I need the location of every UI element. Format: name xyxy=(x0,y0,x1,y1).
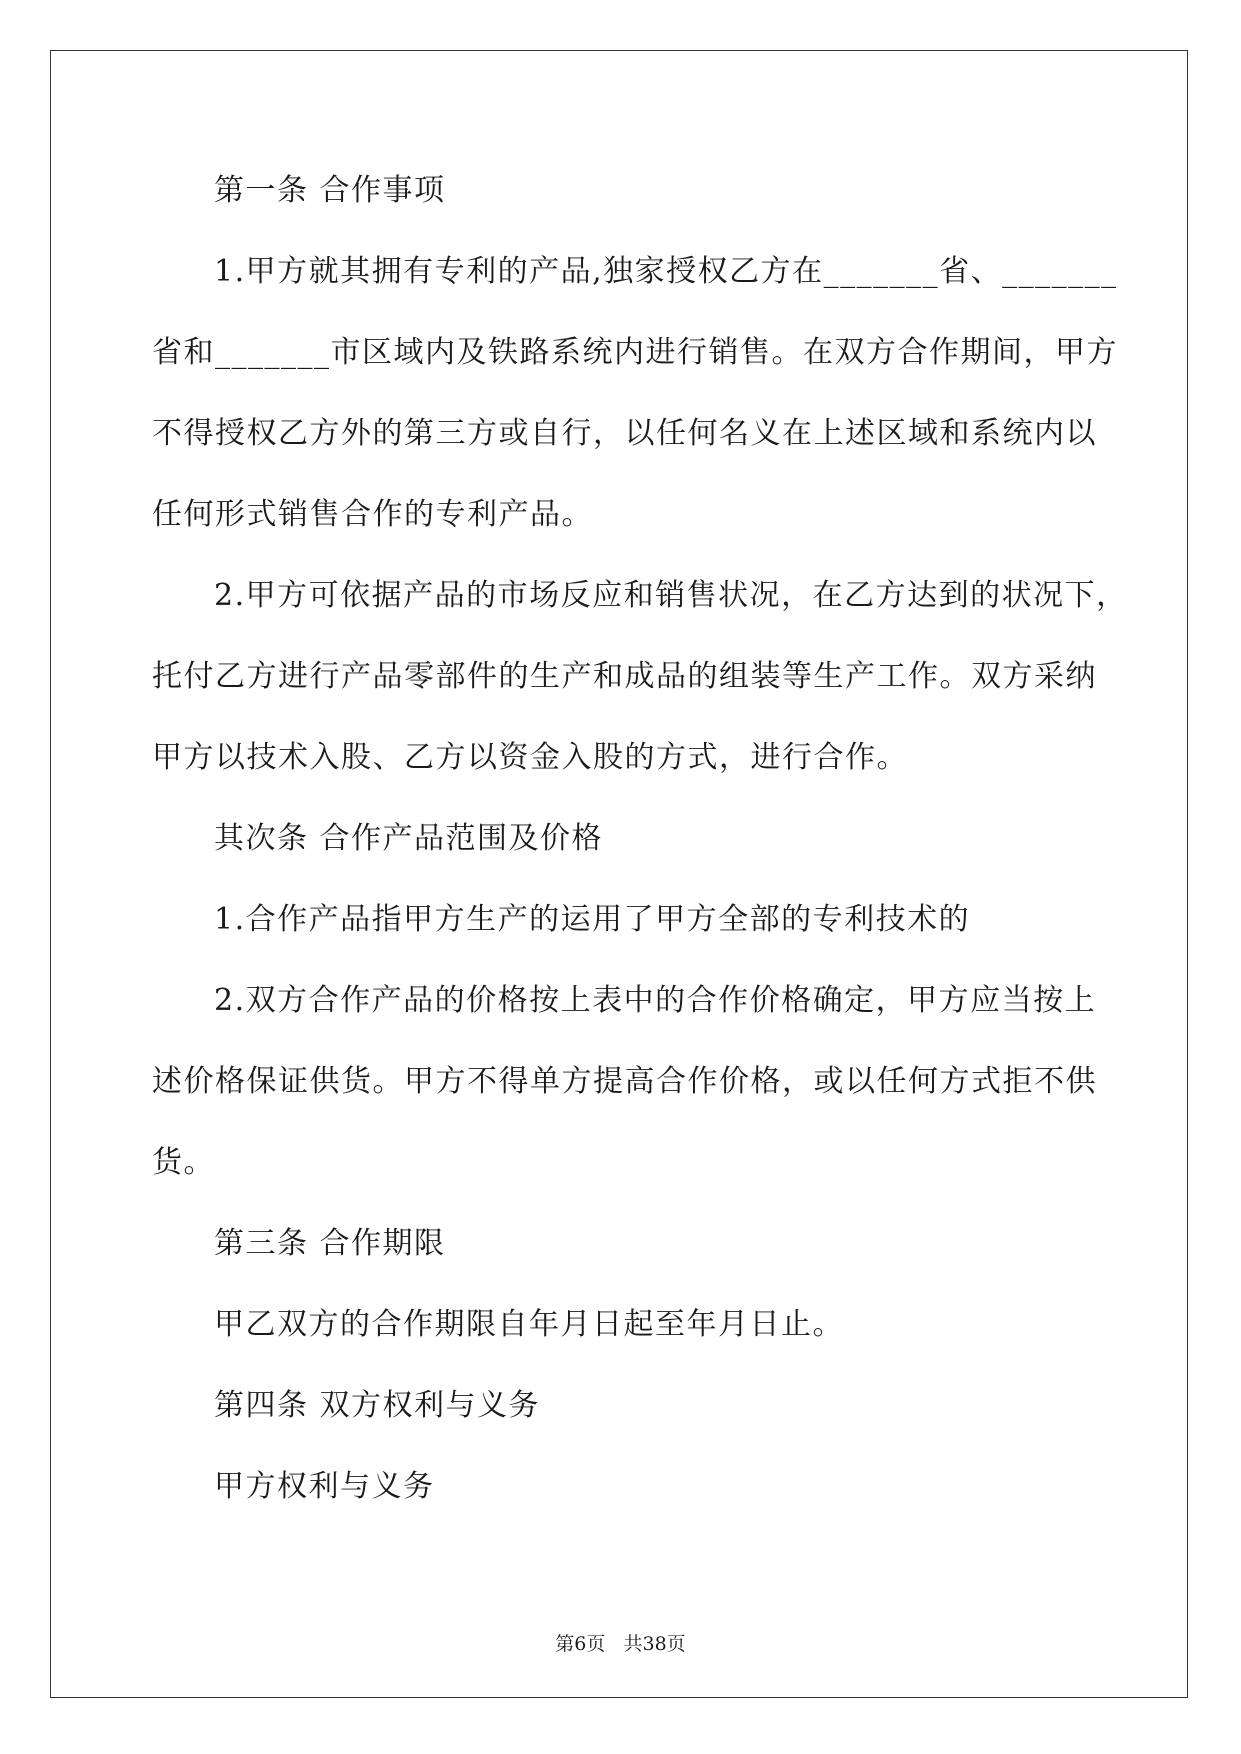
article-3-body: 甲乙双方的合作期限自年月日起至年月日止。 xyxy=(214,1307,844,1342)
article-1-clause-1-line-3: 不得授权乙方外的第三方或自行，以任何名义在上述区域和系统内以 xyxy=(152,416,1097,451)
article-1-clause-2-line-1: 2.甲方可依据产品的市场反应和销售状况，在乙方达到的状况下， xyxy=(214,578,1128,613)
article-1-clause-2-line-2: 托付乙方进行产品零部件的生产和成品的组装等生产工作。双方采纳 xyxy=(152,659,1097,694)
article-1-clause-1-line-1: 1.甲方就其拥有专利的产品,独家授权乙方在_______省、_______ xyxy=(214,254,1118,289)
article-2-heading: 其次条 合作产品范围及价格 xyxy=(214,821,604,856)
article-1-clause-1-line-2: 省和_______市区域内及铁路系统内进行销售。在双方合作期间，甲方 xyxy=(152,335,1118,370)
article-3-heading: 第三条 合作期限 xyxy=(214,1226,446,1261)
article-2-clause-1: 1.合作产品指甲方生产的运用了甲方全部的专利技术的 xyxy=(214,902,971,937)
page-border xyxy=(50,50,1188,1698)
page-number: 第6页 共38页 xyxy=(555,1633,686,1655)
article-4-heading: 第四条 双方权利与义务 xyxy=(214,1388,541,1423)
article-1-clause-1-line-4: 任何形式销售合作的专利产品。 xyxy=(152,497,593,532)
article-1-clause-2-line-3: 甲方以技术入股、乙方以资金入股的方式，进行合作。 xyxy=(152,740,908,775)
article-2-clause-2-line-1: 2.双方合作产品的价格按上表中的合作价格确定，甲方应当按上 xyxy=(214,983,1097,1018)
article-2-clause-2-line-3: 货。 xyxy=(152,1145,215,1180)
article-2-clause-2-line-2: 述价格保证供货。甲方不得单方提高合作价格，或以任何方式拒不供 xyxy=(152,1064,1097,1099)
article-1-heading: 第一条 合作事项 xyxy=(214,173,446,208)
party-a-subheading: 甲方权利与义务 xyxy=(214,1469,435,1504)
